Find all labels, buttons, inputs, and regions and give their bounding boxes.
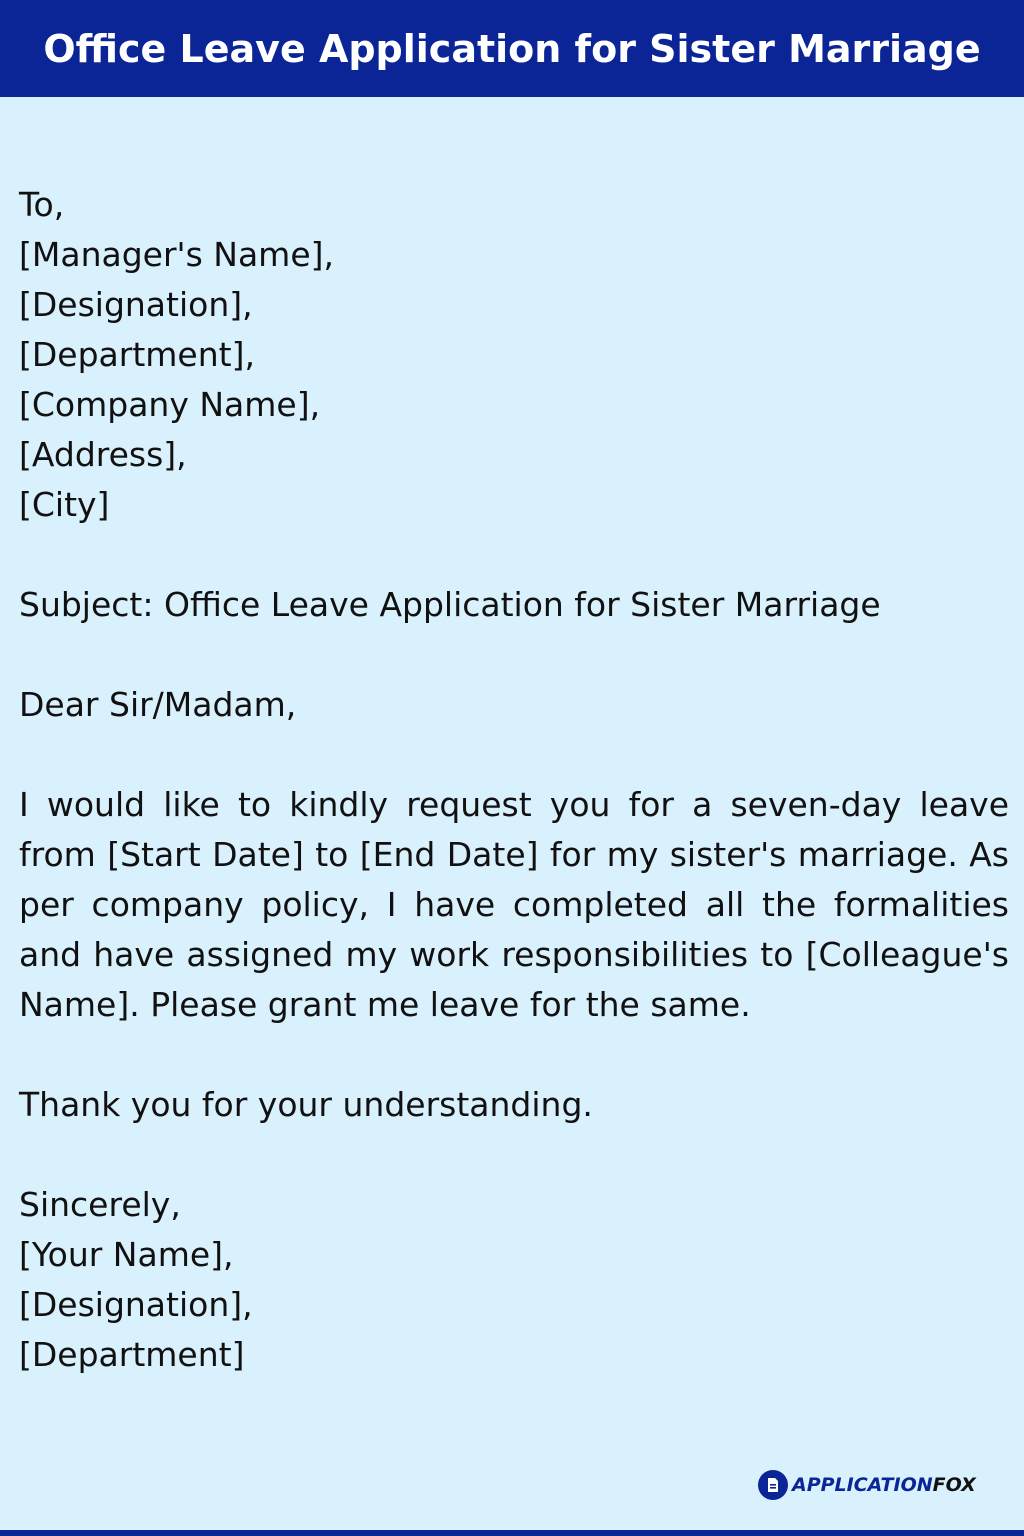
closing-line: [Department] (19, 1335, 245, 1374)
address-line: [Designation], (19, 285, 253, 324)
body-paragraph: I would like to kindly request you for a seven-day leave from [Start Date] to [End Date] for my sister's marriage. As per company policy, I have completed all the formalities and have assigned my work responsibilities to [Colleague's Name]. Please grant me leave for the same. (19, 785, 1009, 1024)
address-line: To, (19, 185, 65, 224)
address-line: [Manager's Name], (19, 235, 334, 274)
page-title: Office Leave Application for Sister Marriage (43, 26, 981, 71)
closing-line: [Designation], (19, 1285, 253, 1324)
letter-body (19, 180, 1009, 1380)
document-icon (758, 1470, 788, 1500)
recipient-address (19, 180, 1009, 530)
address-line: [City] (19, 485, 110, 524)
signature-block (19, 1180, 1009, 1380)
applicationfox-logo (758, 1469, 976, 1501)
logo-wordmark: APPLICATIONFOX (792, 1474, 976, 1496)
address-line: [Department], (19, 335, 255, 374)
bottom-border (0, 1530, 1024, 1536)
address-line: [Address], (19, 435, 187, 474)
closing-line: [Your Name], (19, 1235, 234, 1274)
salutation: Dear Sir/Madam, (19, 685, 297, 724)
address-line: [Company Name], (19, 385, 321, 424)
title-banner (0, 0, 1024, 97)
closing-line: Sincerely, (19, 1185, 181, 1224)
thanks-line: Thank you for your understanding. (19, 1085, 593, 1124)
subject-line: Subject: Office Leave Application for Sister Marriage (19, 585, 881, 624)
